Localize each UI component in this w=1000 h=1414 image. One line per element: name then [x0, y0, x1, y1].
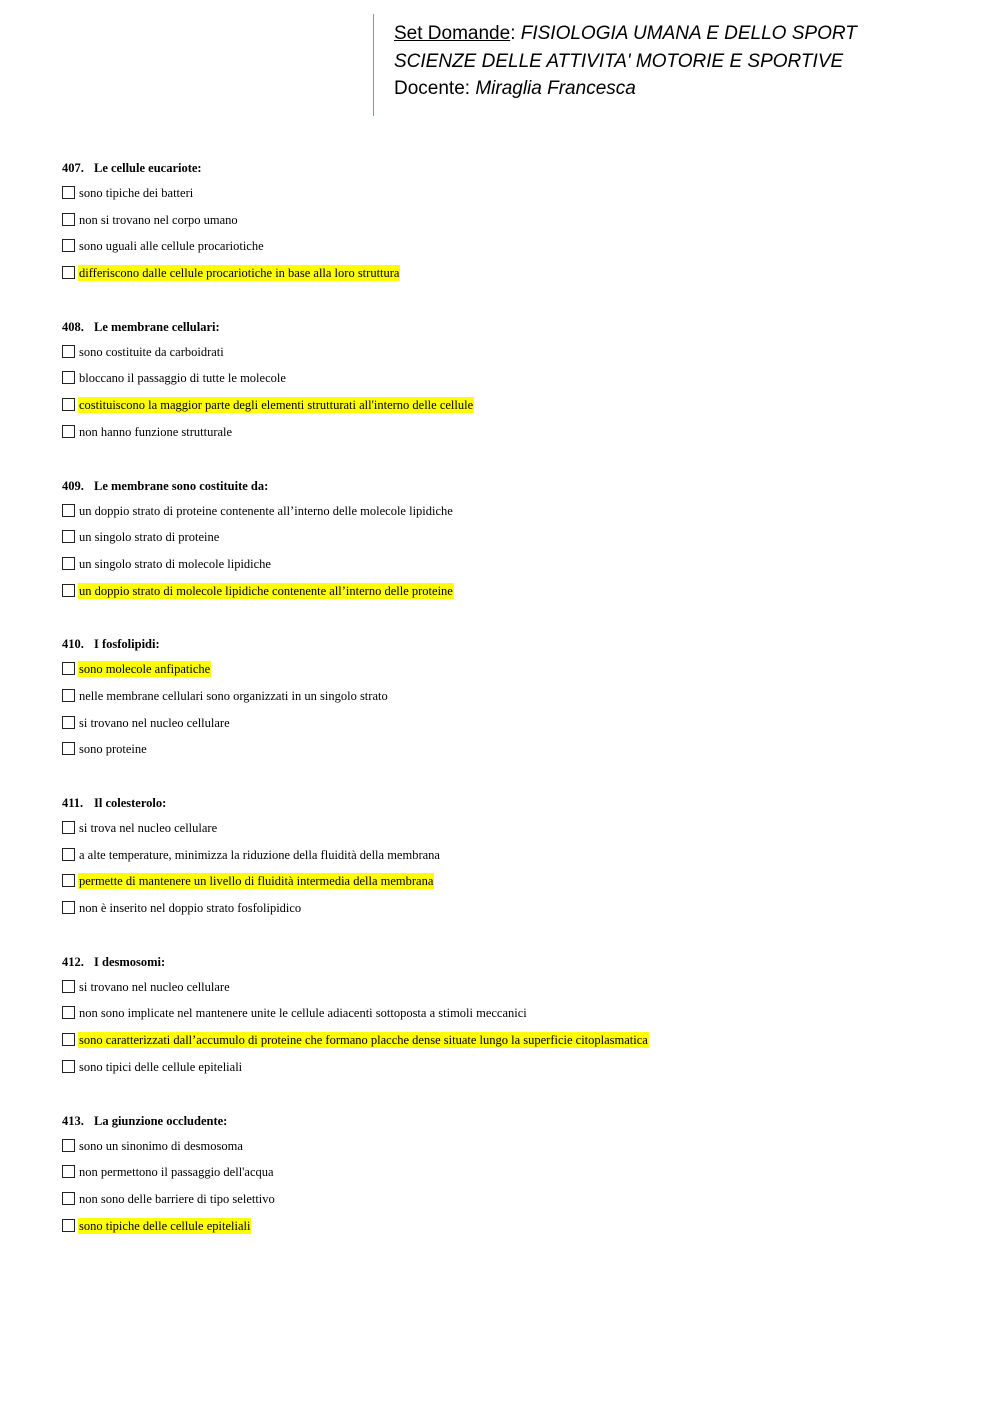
question-number: 410.	[62, 637, 84, 652]
answer-option[interactable]	[62, 503, 962, 530]
subject-title: FISIOLOGIA UMANA E DELLO SPORT	[520, 23, 857, 44]
answer-checkbox[interactable]	[62, 425, 75, 438]
question-heading	[62, 795, 962, 811]
question-text: Le cellule eucariote:	[94, 161, 202, 175]
answer-option[interactable]	[62, 185, 962, 212]
question-block	[62, 795, 962, 927]
answer-checkbox[interactable]	[62, 742, 75, 755]
answer-option[interactable]	[62, 1138, 962, 1165]
question-number: 409.	[62, 478, 84, 493]
question-heading	[62, 1113, 962, 1129]
answer-text: nelle membrane cellulari sono organizzati in un singolo strato	[79, 688, 388, 703]
answer-checkbox[interactable]	[62, 345, 75, 358]
answer-text: sono tipici delle cellule epiteliali	[79, 1059, 243, 1074]
question-block	[62, 160, 962, 292]
answer-checkbox[interactable]	[62, 584, 75, 597]
answer-checkbox[interactable]	[62, 504, 75, 517]
answer-text-highlighted: sono molecole anfipatiche	[79, 662, 211, 677]
answer-option[interactable]	[62, 556, 962, 583]
question-text: Il colesterolo:	[94, 796, 167, 810]
question-number: 407.	[62, 161, 84, 175]
question-block	[62, 319, 962, 451]
answer-checkbox[interactable]	[62, 1219, 75, 1232]
question-heading	[62, 319, 962, 335]
set-label: Set Domande	[394, 23, 511, 44]
answer-text: non si trovano nel corpo umano	[79, 212, 238, 227]
question-heading	[62, 954, 962, 970]
answer-text: sono tipiche dei batteri	[79, 186, 194, 200]
answer-text: un doppio strato di proteine contenente all’interno delle molecole lipidiche	[79, 503, 453, 518]
teacher-name: Miraglia Francesca	[475, 78, 636, 99]
answer-checkbox[interactable]	[62, 239, 75, 252]
answer-checkbox[interactable]	[62, 1139, 75, 1152]
question-text: I fosfolipidi:	[94, 637, 160, 652]
answer-option[interactable]	[62, 397, 962, 424]
answer-option[interactable]	[62, 238, 962, 265]
answer-option[interactable]	[62, 583, 962, 610]
question-text: I desmosomi:	[94, 954, 166, 969]
answer-option[interactable]	[62, 661, 962, 688]
answer-option[interactable]	[62, 873, 962, 900]
answer-text-highlighted: sono caratterizzati dall’accumulo di proteine che formano placche dense situate lungo la superficie citoplasmatica	[79, 1033, 648, 1048]
answer-text: si trova nel nucleo cellulare	[79, 821, 218, 835]
header-teacher-line	[394, 77, 636, 101]
answer-text: si trovano nel nucleo cellulare	[79, 979, 230, 994]
document-header	[373, 14, 934, 116]
answer-checkbox[interactable]	[62, 186, 75, 199]
question-number: 412.	[62, 954, 84, 969]
question-heading	[62, 478, 962, 494]
answer-option[interactable]	[62, 688, 962, 715]
answer-checkbox[interactable]	[62, 848, 75, 861]
answer-option[interactable]	[62, 1005, 962, 1032]
answer-option[interactable]	[62, 370, 962, 397]
teacher-label: Docente:	[394, 78, 471, 99]
answer-option[interactable]	[62, 741, 962, 768]
answer-text-highlighted: costituiscono la maggior parte degli elementi strutturati all'interno delle cellule	[79, 398, 474, 413]
question-text: La giunzione occludente:	[94, 1113, 228, 1128]
question-number: 413.	[62, 1113, 84, 1128]
question-text: Le membrane sono costituite da:	[94, 478, 269, 493]
questions-list	[62, 160, 962, 1271]
question-text: Le membrane cellulari:	[94, 319, 220, 334]
answer-option[interactable]	[62, 1059, 962, 1086]
question-block	[62, 636, 962, 768]
answer-text: bloccano il passaggio di tutte le molecole	[79, 371, 286, 386]
question-heading	[62, 636, 962, 652]
answer-checkbox[interactable]	[62, 1006, 75, 1019]
answer-checkbox[interactable]	[62, 716, 75, 729]
answer-checkbox[interactable]	[62, 266, 75, 279]
header-set-line	[394, 22, 857, 46]
answer-text: un singolo strato di molecole lipidiche	[79, 556, 271, 571]
question-block	[62, 1113, 962, 1245]
answer-text: a alte temperature, minimizza la riduzione della fluidità della membrana	[79, 847, 440, 862]
answer-option[interactable]	[62, 820, 962, 847]
answer-text: si trovano nel nucleo cellulare	[79, 715, 230, 730]
answer-option[interactable]	[62, 265, 962, 292]
answer-checkbox[interactable]	[62, 1165, 75, 1178]
set-colon: :	[510, 23, 516, 44]
answer-text: un singolo strato di proteine	[79, 530, 220, 545]
answer-checkbox[interactable]	[62, 821, 75, 834]
answer-option[interactable]	[62, 715, 962, 742]
answer-option[interactable]	[62, 1164, 962, 1191]
question-number: 408.	[62, 319, 84, 334]
answer-text-highlighted: sono tipiche delle cellule epiteliali	[79, 1218, 251, 1233]
answer-text-highlighted: un doppio strato di molecole lipidiche contenente all’interno delle proteine	[79, 583, 453, 598]
answer-checkbox[interactable]	[62, 980, 75, 993]
answer-option[interactable]	[62, 424, 962, 451]
answer-option[interactable]	[62, 344, 962, 371]
question-block	[62, 954, 962, 1086]
answer-text: non hanno funzione strutturale	[79, 424, 233, 439]
question-heading	[62, 160, 962, 176]
answer-checkbox[interactable]	[62, 213, 75, 226]
answer-text: sono un sinonimo di desmosoma	[79, 1138, 243, 1153]
answer-text: sono proteine	[79, 742, 147, 757]
answer-option[interactable]	[62, 847, 962, 874]
answer-checkbox[interactable]	[62, 1060, 75, 1073]
answer-checkbox[interactable]	[62, 662, 75, 675]
answer-checkbox[interactable]	[62, 530, 75, 543]
answer-checkbox[interactable]	[62, 398, 75, 411]
answer-option[interactable]	[62, 900, 962, 927]
question-block	[62, 478, 962, 610]
answer-option[interactable]	[62, 529, 962, 556]
answer-text: non sono delle barriere di tipo selettivo	[79, 1191, 275, 1206]
answer-text: non permettono il passaggio dell'acqua	[79, 1165, 274, 1180]
answer-checkbox[interactable]	[62, 689, 75, 702]
answer-text: sono uguali alle cellule procariotiche	[79, 239, 264, 254]
answer-option[interactable]	[62, 1218, 962, 1245]
answer-checkbox[interactable]	[62, 1033, 75, 1046]
answer-checkbox[interactable]	[62, 874, 75, 887]
question-number: 411.	[62, 796, 84, 810]
course-title: SCIENZE DELLE ATTIVITA' MOTORIE E SPORTIVE	[394, 51, 844, 72]
answer-text: non è inserito nel doppio strato fosfolipidico	[79, 901, 302, 916]
answer-option[interactable]	[62, 1191, 962, 1218]
answer-text: non sono implicate nel mantenere unite le cellule adiacenti sottoposta a stimoli meccanici	[79, 1006, 527, 1021]
answer-option[interactable]	[62, 979, 962, 1006]
answer-text-highlighted: differiscono dalle cellule procariotiche in base alla loro struttura	[79, 266, 400, 281]
answer-checkbox[interactable]	[62, 901, 75, 914]
answer-text-highlighted: permette di mantenere un livello di fluidità intermedia della membrana	[79, 874, 434, 889]
answer-option[interactable]	[62, 212, 962, 239]
answer-text: sono costituite da carboidrati	[79, 344, 224, 359]
answer-checkbox[interactable]	[62, 1192, 75, 1205]
answer-checkbox[interactable]	[62, 557, 75, 570]
answer-option[interactable]	[62, 1032, 962, 1059]
answer-checkbox[interactable]	[62, 371, 75, 384]
